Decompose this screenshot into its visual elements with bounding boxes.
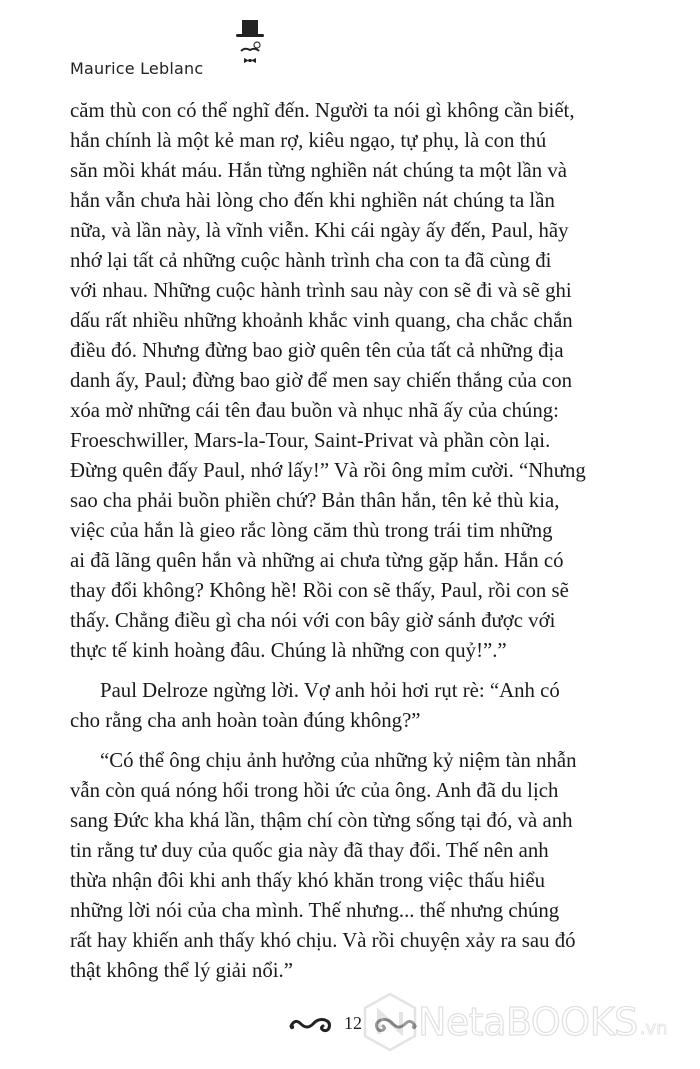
watermark-brand: NetaBOOKS: [418, 1000, 638, 1044]
watermark-suffix: .vn: [639, 1017, 668, 1039]
text-line: những lời nói của cha mình. Thế nhưng... thế nhưng chúng: [70, 899, 560, 922]
text-line: sao cha phải buồn phiền chứ? Bản thân hắn, tên kẻ thù kia,: [70, 489, 560, 512]
text-line: dấu rất nhiều những khoảnh khắc vinh quang, cha chắc chắn: [70, 309, 573, 332]
text-line: Đừng quên đấy Paul, nhớ lấy!” Và rồi ông mỉm cười. “Nhưng: [70, 459, 586, 482]
text-line: thừa nhận đôi khi anh thấy khó khăn trong việc thấu hiểu: [70, 869, 546, 892]
text-line: thực tế kinh hoàng đâu. Chúng là những con quỷ!”.”: [70, 639, 507, 662]
paragraph: [70, 746, 577, 986]
top-hat-monocle-mustache-icon: [232, 18, 268, 66]
paragraph: [70, 96, 586, 666]
page-number: 12: [344, 1012, 362, 1033]
text-line: căm thù con có thể nghĩ đến. Người ta nói gì không cần biết,: [70, 99, 575, 122]
page-header: [70, 38, 203, 78]
watermark: [362, 992, 668, 1052]
text-line: vẫn còn quá nóng hổi trong hồi ức của ông. Anh đã du lịch: [70, 779, 559, 802]
text-line: nhớ lại tất cả những cuộc hành trình cha con ta đã cùng đi: [70, 249, 552, 272]
text-line: ai đã lãng quên hắn và những ai chưa từng gặp hắn. Hắn có: [70, 549, 564, 572]
text-line: săn mồi khát máu. Hắn từng nghiền nát chúng ta một lần và: [70, 159, 568, 182]
text-line: thật không thể lý giải nổi.”: [70, 959, 293, 982]
text-line: sang Đức kha khá lần, thậm chí còn từng sống tại đó, và anh: [70, 809, 573, 832]
text-line: việc của hắn là gieo rắc lòng căm thù trong trái tim những: [70, 519, 553, 542]
text-line: danh ấy, Paul; đừng bao giờ để men say chiến thắng của con: [70, 369, 572, 392]
text-line: tin rằng tư duy của quốc gia này đã thay đổi. Thế nên anh: [70, 839, 549, 862]
paragraph: [70, 676, 560, 736]
text-line: với nhau. Những cuộc hành trình sau này con sẽ đi và sẽ ghi: [70, 279, 572, 302]
paragraph-gap: [70, 736, 484, 746]
text-line: hắn chính là một kẻ man rợ, kiêu ngạo, tự phụ, là con thú: [70, 129, 547, 152]
text-line: “Có thể ông chịu ảnh hưởng của những kỷ niệm tàn nhẫn: [100, 749, 577, 772]
text-line: điều đó. Nhưng đừng bao giờ quên tên của tất cả những địa: [70, 339, 564, 362]
text-line: Froeschwiller, Mars-la-Tour, Saint-Privat và phần còn lại.: [70, 429, 551, 452]
text-line: thấy. Chẳng điều gì cha nói với con bây giờ sánh được với: [70, 609, 556, 632]
text-line: rất hay khiến anh thấy khó chịu. Và rồi chuyện xảy ra sau đó: [70, 929, 576, 952]
author-name: Maurice Leblanc: [70, 59, 204, 78]
netabooks-logo-icon: [362, 992, 418, 1052]
text-line: cho rằng cha anh hoàn toàn đúng không?”: [70, 709, 421, 732]
swirl-ornament-icon: [288, 1012, 334, 1034]
text-line: hắn vẫn chưa hài lòng cho đến khi nghiền nát chúng ta lần: [70, 189, 555, 212]
paragraph-gap: [70, 666, 484, 676]
text-line: Paul Delroze ngừng lời. Vợ anh hỏi hơi rụt rè: “Anh có: [100, 679, 560, 702]
page-body: [70, 96, 586, 986]
text-line: xóa mờ những cái tên đau buồn và nhục nhã ấy của chúng:: [70, 399, 559, 422]
text-line: thay đổi không? Không hề! Rồi con sẽ thấy, Paul, rồi con sẽ: [70, 579, 569, 602]
text-line: nữa, và lần này, là vĩnh viễn. Khi cái ngày ấy đến, Paul, hãy: [70, 219, 569, 242]
